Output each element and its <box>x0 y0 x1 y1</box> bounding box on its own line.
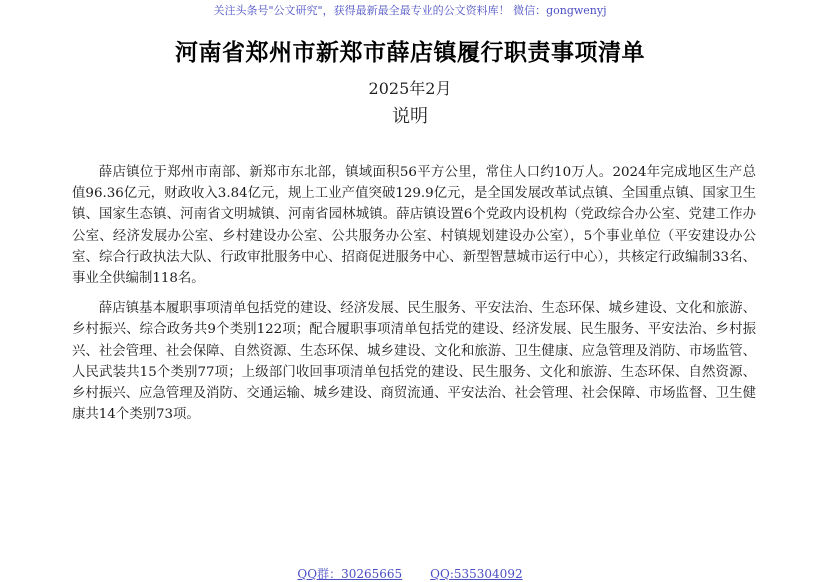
qq-group-link[interactable]: QQ群：30265665 <box>297 567 403 581</box>
document-body <box>72 162 756 425</box>
section-heading: 说明 <box>392 106 428 127</box>
paragraph: 薛店镇位于郑州市南部、新郑市东北部，镇域面积56平方公里，常住人口约10万人。2024年完成地区生产总值96.36亿元，财政收入3.84亿元，规上工业产值突破129.9亿元，是全国发展改革试点镇、全国重点镇、国家卫生镇、国家生态镇、河南省文明城镇、河南省园林城镇。薛店镇设置6个党政内设机构（党政综合办公室、党建工作办公室、经济发展办公室、乡村建设办公室、公共服务办公室、村镇规划建设办公室），5个事业单位（平安建设办公室、综合行政执法大队、行政审批服务中心、招商促进服务中心、新型智慧城市运行中心），共核定行政编制33名、事业全供编制118名。 <box>72 165 756 287</box>
footer-contact <box>0 565 820 582</box>
document-date: 2025年2月 <box>368 79 452 98</box>
qq-link[interactable]: QQ:535304092 <box>430 567 523 581</box>
paragraph: 薛店镇基本履职事项清单包括党的建设、经济发展、民生服务、平安法治、生态环保、城乡建设、文化和旅游、乡村振兴、综合政务共9个类别122项；配合履职事项清单包括党的建设、经济发展、民生服务、平安法治、乡村振兴、社会管理、社会保障、自然资源、生态环保、城乡建设、文化和旅游、卫生健康、应急管理及消防、市场监管、人民武装共15个类别77项；上级部门收回事项清单包括党的建设、民生服务、文化和旅游、生态环保、自然资源、乡村振兴、应急管理及消防、交通运输、城乡建设、商贸流通、平安法治、社会管理、社会保障、市场监督、卫生健康共14个类别73项。 <box>72 301 756 423</box>
page-title: 河南省郑州市新郑市薛店镇履行职责事项清单 <box>175 40 645 66</box>
header-banner: 关注头条号"公文研究"，获得最新最全最专业的公文资料库！ 微信：gongwenyj <box>213 4 607 17</box>
